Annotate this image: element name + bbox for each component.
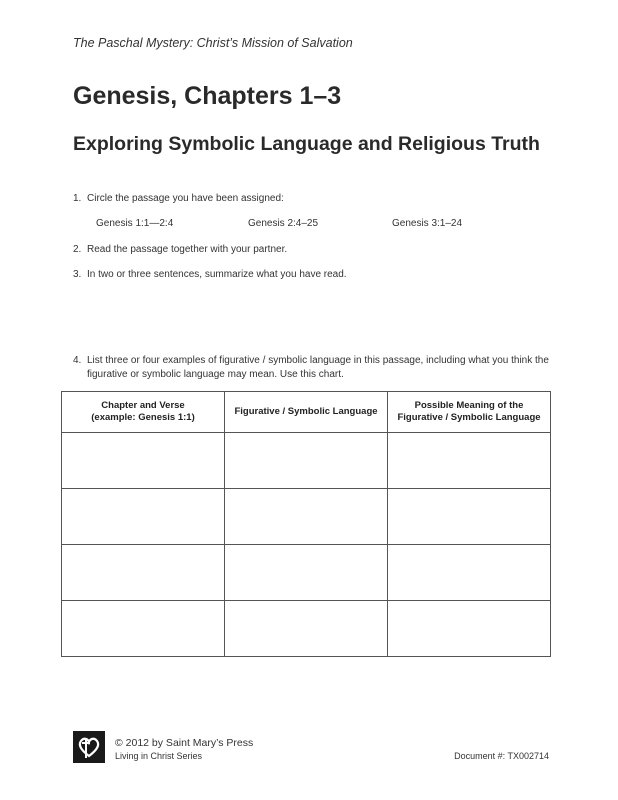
step-number: 1. bbox=[73, 193, 82, 204]
chart-cell[interactable] bbox=[62, 545, 225, 601]
copyright-text: © 2012 by Saint Mary’s Press bbox=[115, 737, 254, 749]
passage-option-1: Genesis 1:1—2:4 bbox=[96, 218, 174, 229]
step-number: 4. bbox=[73, 355, 82, 366]
step-text: Circle the passage you have been assigned: bbox=[87, 193, 284, 204]
document-number: Document #: TX002714 bbox=[454, 751, 549, 761]
series-title: The Paschal Mystery: Christ’s Mission of Salvation bbox=[73, 36, 353, 50]
header-possible-meaning bbox=[388, 392, 551, 433]
table-row bbox=[62, 601, 551, 657]
step-4 bbox=[73, 354, 553, 382]
chart-cell[interactable] bbox=[388, 433, 551, 489]
chart-cell[interactable] bbox=[225, 433, 388, 489]
step-text: List three or four examples of figurative / symbolic language in this passage, including what you think the figurative or symbolic language may mean. Use this chart. bbox=[87, 355, 549, 380]
page-title: Genesis, Chapters 1–3 bbox=[73, 82, 342, 110]
series-name: Living in Christ Series bbox=[115, 751, 203, 761]
header-line: (example: Genesis 1:1) bbox=[91, 412, 195, 423]
table-row bbox=[62, 489, 551, 545]
step-number: 3. bbox=[73, 269, 82, 280]
chart-header-row bbox=[62, 392, 551, 433]
header-chapter-and-verse bbox=[62, 392, 225, 433]
chart-cell[interactable] bbox=[388, 545, 551, 601]
step-text: Read the passage together with your partner. bbox=[87, 244, 288, 255]
chart-cell[interactable] bbox=[62, 601, 225, 657]
header-line: Possible Meaning of the bbox=[414, 400, 524, 411]
passage-option-3: Genesis 3:1–24 bbox=[392, 218, 463, 229]
chart-cell[interactable] bbox=[62, 433, 225, 489]
step-text: In two or three sentences, summarize what you have read. bbox=[87, 269, 347, 280]
chart-cell[interactable] bbox=[388, 489, 551, 545]
page-subtitle: Exploring Symbolic Language and Religious Truth bbox=[73, 133, 540, 155]
step-3 bbox=[73, 268, 553, 282]
passage-option-2: Genesis 2:4–25 bbox=[248, 218, 319, 229]
step-number: 2. bbox=[73, 244, 82, 255]
step-2 bbox=[73, 243, 553, 257]
chart-cell[interactable] bbox=[225, 601, 388, 657]
header-line: Figurative / Symbolic Language bbox=[234, 406, 378, 417]
header-line: Chapter and Verse bbox=[101, 400, 185, 411]
saint-marys-press-logo-icon bbox=[73, 731, 105, 763]
chart-cell[interactable] bbox=[225, 489, 388, 545]
symbolic-language-chart bbox=[61, 391, 551, 657]
table-row bbox=[62, 545, 551, 601]
header-figurative-language bbox=[225, 392, 388, 433]
table-row bbox=[62, 433, 551, 489]
chart-cell[interactable] bbox=[388, 601, 551, 657]
chart-cell[interactable] bbox=[62, 489, 225, 545]
step-1 bbox=[73, 192, 553, 206]
header-line: Figurative / Symbolic Language bbox=[397, 412, 541, 423]
chart-cell[interactable] bbox=[225, 545, 388, 601]
